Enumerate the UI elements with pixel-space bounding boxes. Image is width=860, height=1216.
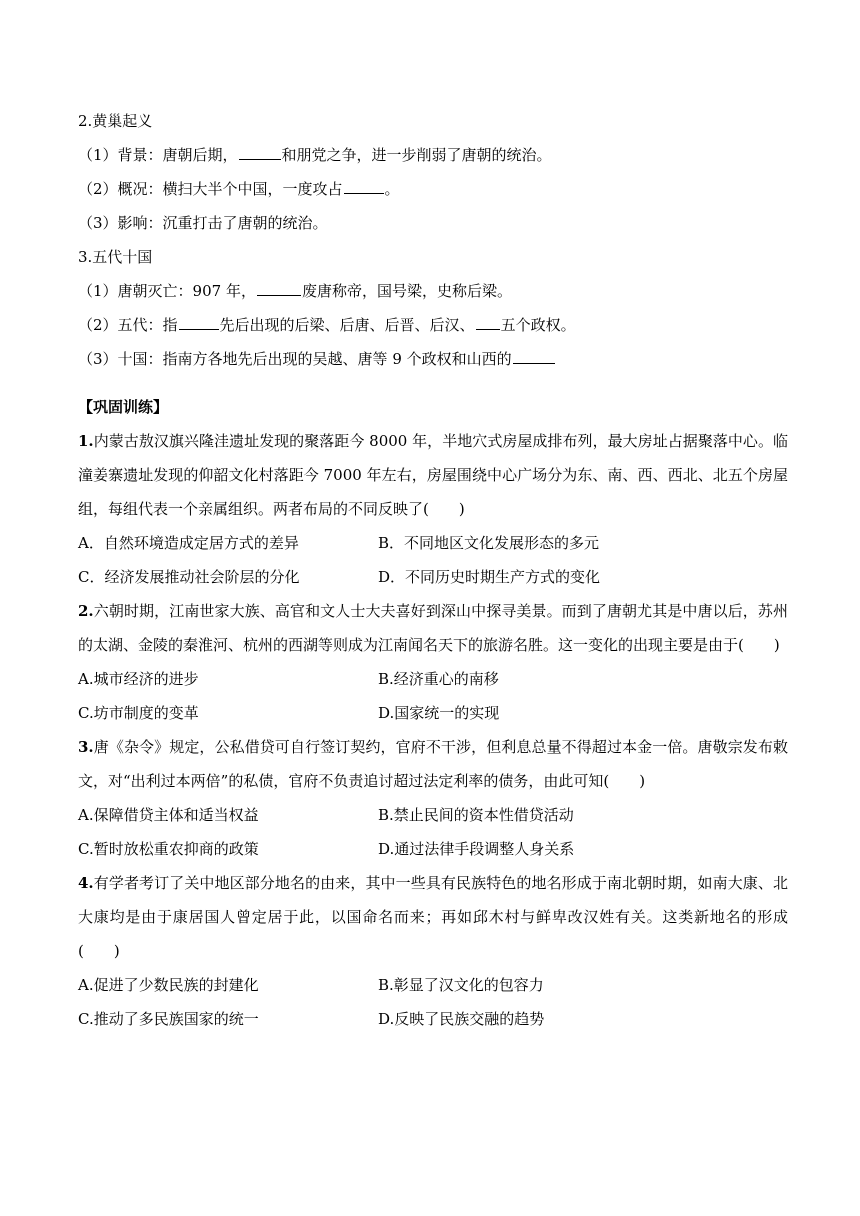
- huangchao-background-suffix: 和朋党之争，进一步削弱了唐朝的统治。: [281, 146, 552, 164]
- option-b[interactable]: B.禁止民间的资本性借贷活动: [378, 806, 574, 824]
- question-number: 3.: [78, 738, 94, 756]
- option-c[interactable]: C.推动了多民族国家的统一: [78, 1010, 259, 1028]
- wudai-five-prefix: （2）五代：指: [78, 316, 178, 334]
- wudai-ten: [78, 342, 788, 376]
- question-1: [78, 424, 788, 526]
- options-row: [78, 696, 788, 730]
- question-2: [78, 594, 788, 662]
- question-number: 2.: [78, 602, 94, 620]
- option-a[interactable]: A.保障借贷主体和适当权益: [78, 806, 259, 824]
- option-d[interactable]: D.通过法律手段调整人身关系: [378, 840, 575, 858]
- section-title-huangchao: 2.黄巢起义: [78, 112, 153, 130]
- option-b[interactable]: B．不同地区文化发展形态的多元: [378, 534, 600, 552]
- question-4: [78, 866, 788, 968]
- wudai-ten-prefix: （3）十国：指南方各地先后出现的吴越、唐等 9 个政权和山西的: [78, 350, 512, 368]
- fill-blank[interactable]: [476, 312, 500, 330]
- fill-blank[interactable]: [344, 176, 384, 194]
- options-row: [78, 662, 788, 696]
- wudai-five-middle: 先后出现的后梁、后唐、后晋、后汉、: [219, 316, 475, 334]
- options-row: [78, 1002, 788, 1036]
- section-title-wudai: 3.五代十国: [78, 248, 153, 266]
- document-page: [78, 104, 788, 1036]
- huangchao-impact: （3）影响：沉重打击了唐朝的统治。: [78, 214, 328, 232]
- option-a[interactable]: A．自然环境造成定居方式的差异: [78, 534, 299, 552]
- wudai-five-suffix: 五个政权。: [500, 316, 576, 334]
- option-c[interactable]: C.坊市制度的变革: [78, 704, 199, 722]
- huangchao-background-prefix: （1）背景：唐朝后期，: [78, 146, 238, 164]
- option-c[interactable]: C.暂时放松重农抑商的政策: [78, 840, 259, 858]
- fill-blank[interactable]: [239, 142, 281, 160]
- fill-blank[interactable]: [179, 312, 219, 330]
- wudai-five: [78, 308, 788, 342]
- fill-blank[interactable]: [513, 346, 555, 364]
- option-d[interactable]: D.国家统一的实现: [378, 704, 500, 722]
- option-b[interactable]: B.彰显了汉文化的包容力: [378, 976, 544, 994]
- huangchao-background: [78, 138, 788, 172]
- option-b[interactable]: B.经济重心的南移: [378, 670, 499, 688]
- options-row: [78, 526, 788, 560]
- options-row: [78, 798, 788, 832]
- question-3: [78, 730, 788, 798]
- wudai-fall: [78, 274, 788, 308]
- huangchao-overview-prefix: （2）概况：横扫大半个中国，一度攻占: [78, 180, 343, 198]
- fill-blank[interactable]: [257, 278, 301, 296]
- wudai-fall-prefix: （1）唐朝灭亡：907 年，: [78, 282, 256, 300]
- question-stem: 唐《杂令》规定，公私借贷可自行签订契约，官府不干涉，但利息总量不得超过本金一倍。唐敬宗发布敕文，对“出利过本两倍”的私债，官府不负责追讨超过法定利率的债务，由此可知( ): [78, 738, 788, 790]
- question-number: 4.: [78, 874, 94, 892]
- question-stem: 有学者考订了关中地区部分地名的由来，其中一些具有民族特色的地名形成于南北朝时期，如南大康、北大康均是由于康居国人曾定居于此，以国命名而来；再如邱木村与鲜卑改汉姓有关。这类新地名的形成( ): [78, 874, 788, 960]
- huangchao-overview: [78, 172, 788, 206]
- option-a[interactable]: A.城市经济的进步: [78, 670, 199, 688]
- option-a[interactable]: A.促进了少数民族的封建化: [78, 976, 259, 994]
- question-number: 1.: [78, 432, 94, 450]
- option-c[interactable]: C．经济发展推动社会阶层的分化: [78, 568, 300, 586]
- options-row: [78, 560, 788, 594]
- option-d[interactable]: D．不同历史时期生产方式的变化: [378, 568, 601, 586]
- question-stem: 内蒙古敖汉旗兴隆洼遗址发现的聚落距今 8000 年，半地穴式房屋成排布列，最大房址占据聚落中心。临潼姜寨遗址发现的仰韶文化村落距今 7000 年左右，房屋围绕中心广场分为东、南、西、西北、北五个房屋组，每组代表一个亲属组织。两者布局的不同反映了( ): [78, 432, 788, 518]
- practice-heading: 【巩固训练】: [78, 398, 169, 416]
- options-row: [78, 832, 788, 866]
- huangchao-overview-suffix: 。: [384, 180, 400, 198]
- option-d[interactable]: D.反映了民族交融的趋势: [378, 1010, 545, 1028]
- question-stem: 六朝时期，江南世家大族、高官和文人士大夫喜好到深山中探寻美景。而到了唐朝尤其是中唐以后，苏州的太湖、金陵的秦淮河、杭州的西湖等则成为江南闻名天下的旅游名胜。这一变化的出现主要是由于( ): [78, 602, 788, 654]
- options-row: [78, 968, 788, 1002]
- wudai-fall-suffix: 废唐称帝，国号梁，史称后梁。: [301, 282, 512, 300]
